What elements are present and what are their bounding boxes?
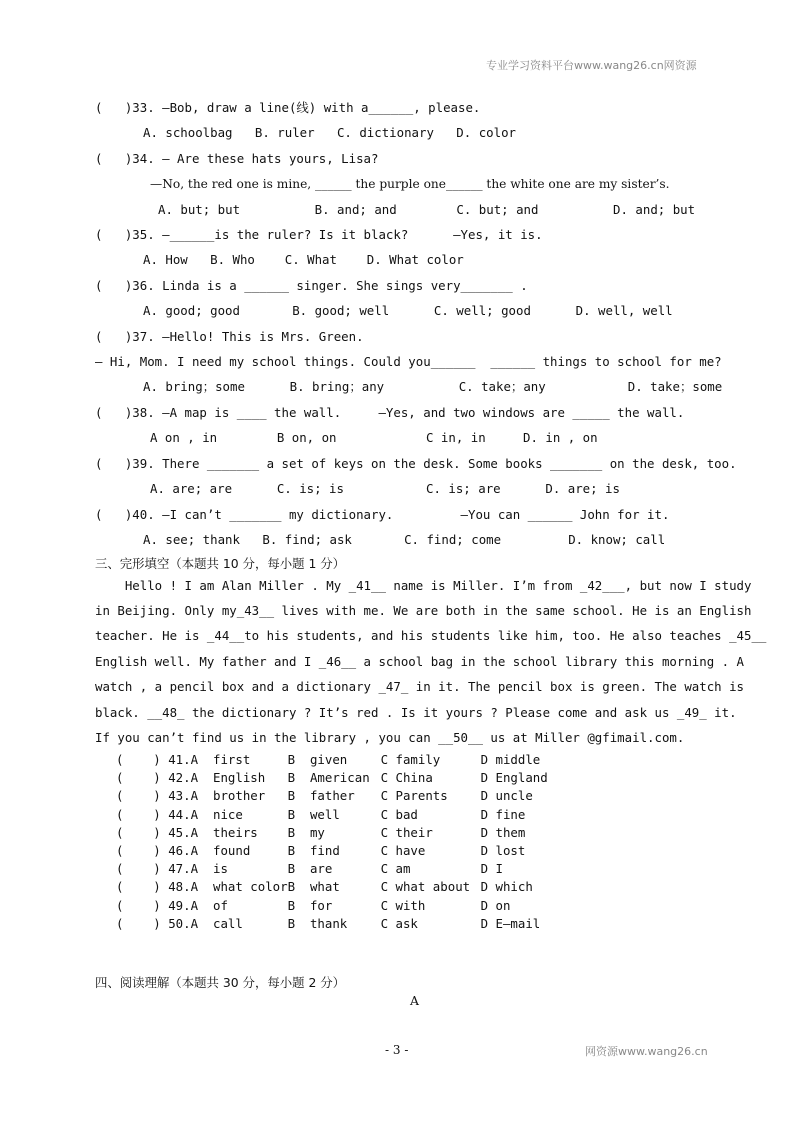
- option-c: C their: [380, 824, 433, 840]
- option-num: ( ) 44.: [116, 806, 191, 822]
- option-num: ( ) 41.: [116, 752, 191, 767]
- option-c: C what about: [380, 879, 471, 895]
- option-b: B find: [287, 843, 340, 859]
- option-c: C China: [380, 770, 433, 786]
- option-a: A brother: [190, 788, 266, 804]
- question-34-line2: —No, the red one is mine, ______ the purple one______ the white one are my sister’s.: [150, 177, 670, 191]
- option-d: D fine: [480, 806, 526, 822]
- section-3-title: 三、完形填空（本题共 10 分，每小题 1 分）: [95, 556, 346, 571]
- option-d: D uncle: [480, 788, 533, 804]
- option-d: D E—mail: [480, 915, 541, 931]
- page-number: - 3 -: [385, 1043, 409, 1057]
- option-c: C bad: [380, 806, 418, 822]
- option-a: A of: [190, 897, 228, 913]
- option-num: ( ) 49.: [116, 897, 191, 913]
- question-39: ( )39. There _______ a set of keys on the desk. Some books _______ on the desk, too.: [95, 456, 737, 471]
- question-33-options: A. schoolbag B. ruler C. dictionary D. color: [143, 125, 516, 140]
- option-a: A English: [190, 770, 266, 786]
- question-40-options: A. see; thank B. find; ask C. find; come D. know; call: [143, 532, 666, 547]
- question-36-options: A. good; good B. good; well C. well; good D. well, well: [143, 303, 673, 318]
- option-b: B what: [287, 879, 340, 895]
- option-b: B thank: [287, 915, 348, 931]
- option-row: [116, 897, 591, 915]
- option-a: A first: [190, 752, 251, 767]
- question-36: ( )36. Linda is a ______ singer. She sings very_______ .: [95, 278, 528, 293]
- question-34-options: A. but; but B. and; and C. but; and D. and; but: [158, 202, 696, 217]
- question-40: ( )40. —I can’t _______ my dictionary. —You can ______ John for it.: [95, 507, 670, 522]
- section-4-title: 四、阅读理解（本题共 30 分，每小题 2 分）: [95, 975, 346, 990]
- option-d: D them: [480, 824, 526, 840]
- cloze-line-4: English well. My father and I _46__ a school bag in the school library this morning . A: [95, 654, 745, 669]
- option-b: B given: [287, 752, 348, 767]
- option-d: D England: [480, 770, 548, 786]
- footer-watermark: 网资源www.wang26.cn: [585, 1045, 708, 1058]
- question-37: ( )37. —Hello! This is Mrs. Green.: [95, 329, 364, 344]
- option-row: [116, 842, 591, 860]
- option-num: ( ) 46.: [116, 843, 191, 859]
- option-d: D I: [480, 861, 503, 877]
- option-b: B for: [287, 897, 333, 913]
- option-row: [116, 806, 591, 824]
- option-b: B well: [287, 806, 340, 822]
- option-d: D which: [480, 879, 533, 895]
- option-b: B are: [287, 861, 333, 877]
- option-a: A theirs: [190, 824, 258, 840]
- option-b: B American: [287, 770, 370, 786]
- question-37-options: A. bring；some B. bring；any C. take；any D. take；some: [143, 379, 723, 394]
- option-c: C ask: [380, 915, 418, 931]
- option-c: C family: [380, 752, 441, 767]
- option-c: C Parents: [380, 788, 448, 804]
- header-watermark: 专业学习资料平台www.wang26.cn网资源: [486, 59, 697, 72]
- question-35-options: A. How B. Who C. What D. What color: [143, 252, 464, 267]
- option-c: C am: [380, 861, 411, 877]
- option-d: D lost: [480, 843, 526, 859]
- cloze-options-table: [116, 751, 591, 933]
- option-c: C have: [380, 843, 426, 859]
- cloze-line-2: in Beijing. Only my_43__ lives with me. We are both in the same school. He is an English: [95, 603, 752, 618]
- cloze-line-6: black. __48_ the dictionary ? It’s red . Is it yours ? Please come and ask us _49_ it.: [95, 705, 737, 720]
- option-a: A is: [190, 861, 228, 877]
- option-b: B my: [287, 824, 325, 840]
- option-a: A found: [190, 843, 251, 859]
- option-row: [116, 915, 591, 933]
- option-row: [116, 769, 591, 787]
- option-b: B father: [287, 788, 355, 804]
- option-row: [116, 751, 591, 769]
- option-row: [116, 860, 591, 878]
- option-num: ( ) 47.: [116, 861, 191, 877]
- question-37-line2: — Hi, Mom. I need my school things. Could you______ ______ things to school for me?: [95, 354, 722, 369]
- option-num: ( ) 48.: [116, 879, 191, 895]
- option-a: A what color: [190, 879, 288, 895]
- question-33: ( )33. —Bob, draw a line(线) with a______, please.: [95, 100, 481, 115]
- option-d: D middle: [480, 752, 541, 767]
- option-a: A call: [190, 915, 243, 931]
- option-num: ( ) 50.: [116, 915, 191, 931]
- question-38: ( )38. —A map is ____ the wall. —Yes, and two windows are _____ the wall.: [95, 405, 685, 420]
- question-38-options: A on , in B on, on C in, in D. in , on: [150, 430, 598, 445]
- option-num: ( ) 43.: [116, 788, 191, 804]
- cloze-line-7: If you can’t find us in the library , you can __50__ us at Miller @gfimail.com.: [95, 730, 685, 745]
- option-row: [116, 878, 591, 896]
- section-4-part-a: A: [410, 993, 419, 1008]
- question-39-options: A. are; are C. is; is C. is; are D. are; is: [150, 481, 620, 496]
- option-num: ( ) 45.: [116, 824, 191, 840]
- option-a: A nice: [190, 806, 243, 822]
- question-34: ( )34. — Are these hats yours, Lisa?: [95, 151, 379, 166]
- cloze-line-3: teacher. He is _44__to his students, and his students like him, too. He also teaches _45__: [95, 628, 767, 643]
- option-c: C with: [380, 897, 426, 913]
- option-num: ( ) 42.: [116, 770, 191, 786]
- question-35: ( )35. —______is the ruler? Is it black? —Yes, it is.: [95, 227, 543, 242]
- option-d: D on: [480, 897, 511, 913]
- option-row: [116, 824, 591, 842]
- cloze-line-5: watch , a pencil box and a dictionary _47_ in it. The pencil box is green. The watch is: [95, 679, 745, 694]
- cloze-line-1: Hello ! I am Alan Miller . My _41__ name is Miller. I’m from _42___, but now I study: [95, 578, 752, 593]
- option-row: [116, 787, 591, 805]
